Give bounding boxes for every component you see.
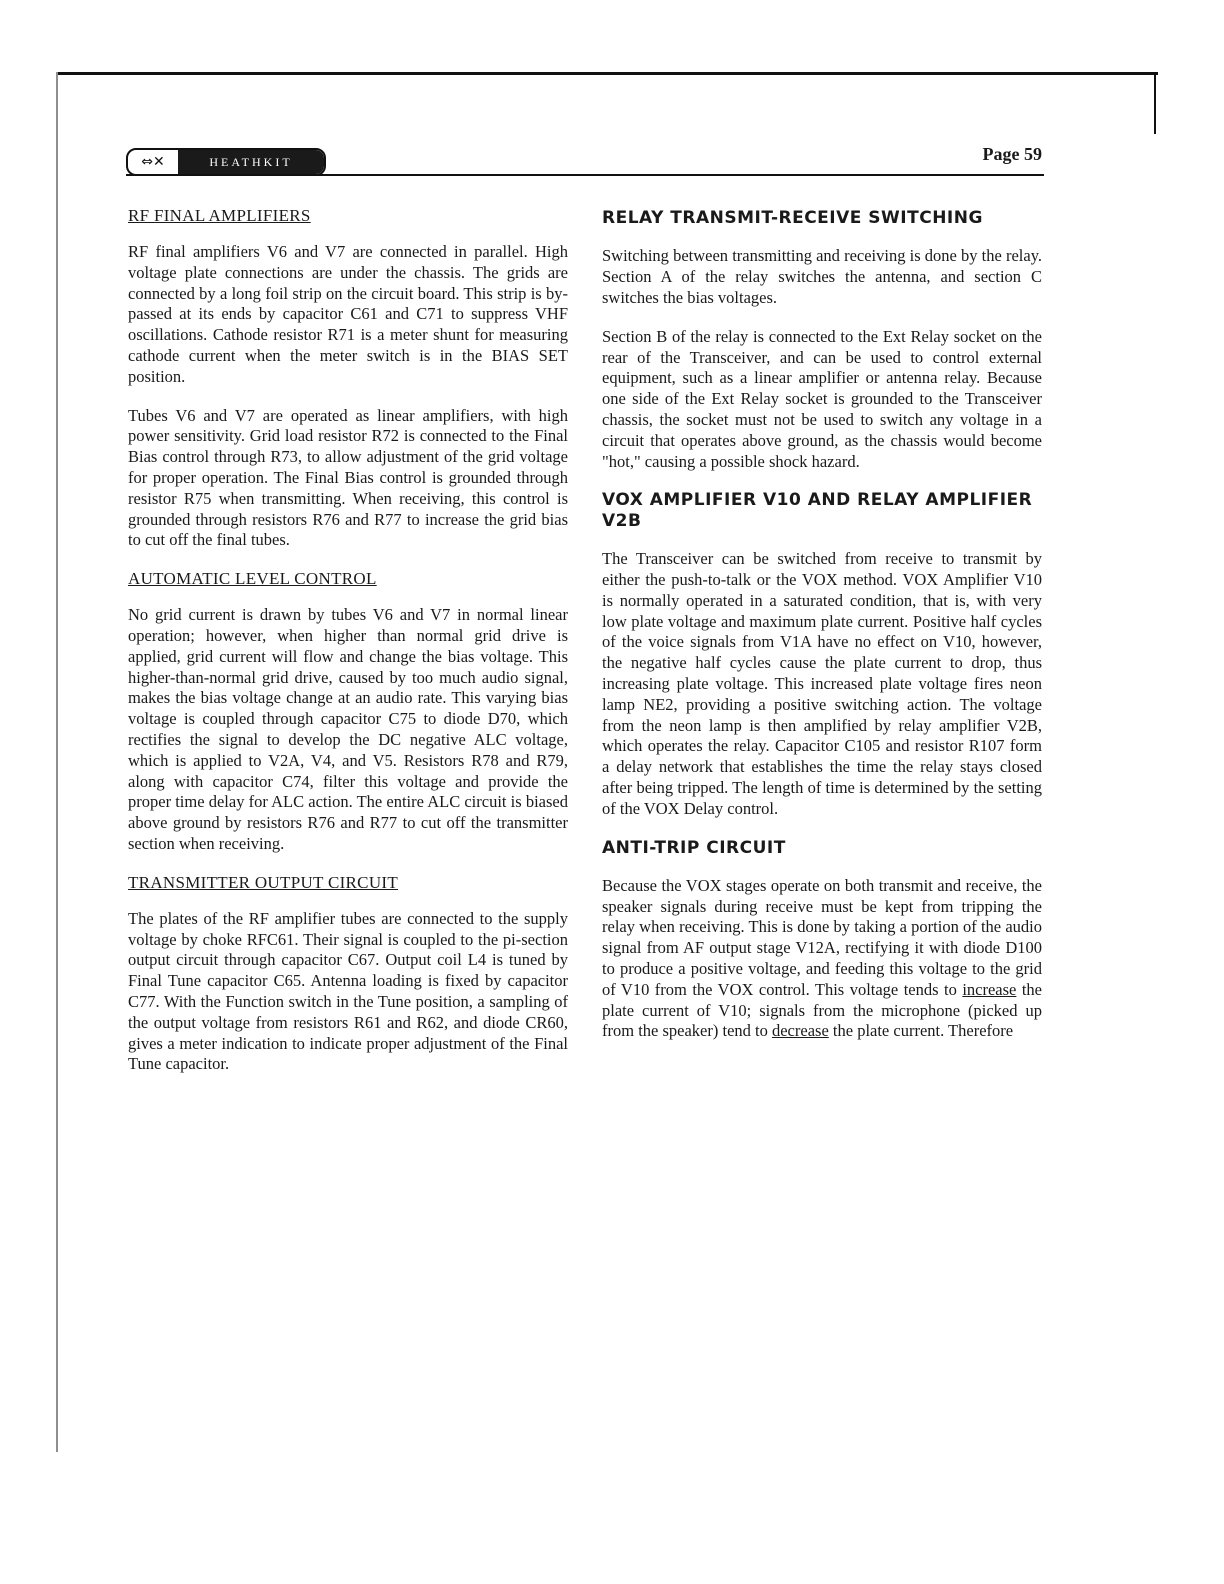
text-run: the plate current. Therefore — [828, 1021, 1014, 1041]
paragraph: The Transceiver can be switched from receive to transmit by either the push-to-talk or the VOX method. VOX Amplifier V10 is normally operated in a saturated condition, that is, with very low plate voltage and maximum plate current. Positive half cycles of the voice signals from V1A have no effect on V10, however, the negative half cycles cause the plate current to drop, thus increasing plate voltage. This increased plate voltage fires neon lamp NE2, providing a positive switching action. The voltage from the neon lamp is then amplified by relay amplifier V2B, which operates the relay. Capacitor C105 and resistor R107 form a delay network that establishes the time the relay stays closed after being tripped. The length of time is determined by the setting of the VOX Delay control. — [602, 549, 1042, 818]
page-frame-right-edge — [1154, 74, 1156, 134]
right-column — [602, 196, 1042, 1060]
page-frame-top-rule — [58, 72, 1158, 75]
logo-emblem-icon: ⇔✕ — [141, 154, 165, 170]
paragraph: Tubes V6 and V7 are operated as linear amplifiers, with high power sensitivity. Grid load resistor R72 is connected to the Final Bias control through R73, to allow adjustment of the grid voltage for proper operation. The Final Bias control is grounded through resistor R75 when transmitting. When receiving, this control is grounded through resistors R76 and R77 to increase the grid bias to cut off the final tubes. — [128, 405, 568, 550]
paragraph: The plates of the RF amplifier tubes are connected to the supply voltage by choke RFC61. Their signal is coupled to the pi-section output circuit through capacitor C67. Output coil L4 is tuned by Final Tune capacitor C65. Antenna loading is fixed by capacitor C77. With the Function switch in the Tune position, a sampling of the output voltage from resistors R61 and R62, and diode CR60, gives a meter indication to indicate proper adjustment of the Final Tune capacitor. — [128, 908, 568, 1074]
paragraph: RF final amplifiers V6 and V7 are connected in parallel. High voltage plate connections are under the chassis. The grids are connected by a long foil strip on the circuit board. This strip is by-passed at its ends by capacitor C61 and C71 to suppress VHF oscillations. Cathode resistor R71 is a meter shunt for measuring cathode current when the meter switch is in the BIAS SET position. — [128, 242, 568, 386]
paragraph: Section B of the relay is connected to the Ext Relay socket on the rear of the Transceiver, and can be used to control external equipment, such as a linear amplifier or antenna relay. Because one side of the Ext Relay socket is grounded to the Transceiver chassis, the socket must not be used to switch any voltage in a circuit that operates above ground, as the chassis would become "hot," causing a possible shock hazard. — [602, 326, 1042, 471]
underlined-word-decrease: decrease — [771, 1021, 829, 1041]
logo-wordmark: HEATHKIT — [178, 150, 324, 174]
heading-anti-trip-circuit: ANTI-TRIP CIRCUIT — [602, 837, 786, 858]
heathkit-logo — [126, 148, 326, 176]
heading-vox-amplifier: VOX AMPLIFIER V10 AND RELAY AMPLIFIER V2B — [602, 490, 1033, 531]
heading-rf-final-amplifiers: RF FINAL AMPLIFIERS — [128, 206, 311, 225]
underlined-word-increase: increase — [962, 979, 1017, 999]
paragraph: No grid current is drawn by tubes V6 and V7 in normal linear operation; however, when higher than normal grid drive is applied, grid current will flow and change the bias voltage. This higher-than-normal grid drive, caused by too much audio signal, makes the bias voltage change at an audio rate. This varying bias voltage is coupled through capacitor C75 to diode D70, which rectifies the signal to develop the DC negative ALC voltage, which is applied to V2A, V4, and V5. Resistors R78 and R79, along with capacitor C74, filter this voltage and provide the proper time delay for ALC action. The entire ALC circuit is biased above ground by resistors R76 and R77 to cut off the transmitter section when receiving. — [128, 605, 568, 853]
heading-transmitter-output-circuit: TRANSMITTER OUTPUT CIRCUIT — [128, 872, 399, 892]
page-frame-left-edge — [56, 72, 58, 1452]
heading-relay-transmit-receive-switching: RELAY TRANSMIT-RECEIVE SWITCHING — [602, 208, 983, 228]
text-run: the plate current of V10; signals from the microphone (picked up from the speaker) tend to — [602, 979, 1042, 1041]
left-column — [128, 196, 568, 1093]
header-rule — [126, 174, 1044, 176]
heading-automatic-level-control: AUTOMATIC LEVEL CONTROL — [128, 569, 377, 589]
page-number: Page 59 — [982, 144, 1042, 164]
paragraph: Switching between transmitting and receiving is done by the relay. Section A of the relay switches the antenna, and section C switches the bias voltages. — [602, 246, 1042, 307]
paragraph — [602, 876, 1042, 1042]
text-run: Because the VOX stages operate on both transmit and receive, the speaker signals during receive must be kept from tripping the relay when receiving. This is done by taking a portion of the audio signal from AF output stage V12A, rectifying it with diode D100 to produce a positive voltage, and feeding this voltage to the grid of V10 from the VOX control. This voltage tends to — [602, 875, 1042, 999]
